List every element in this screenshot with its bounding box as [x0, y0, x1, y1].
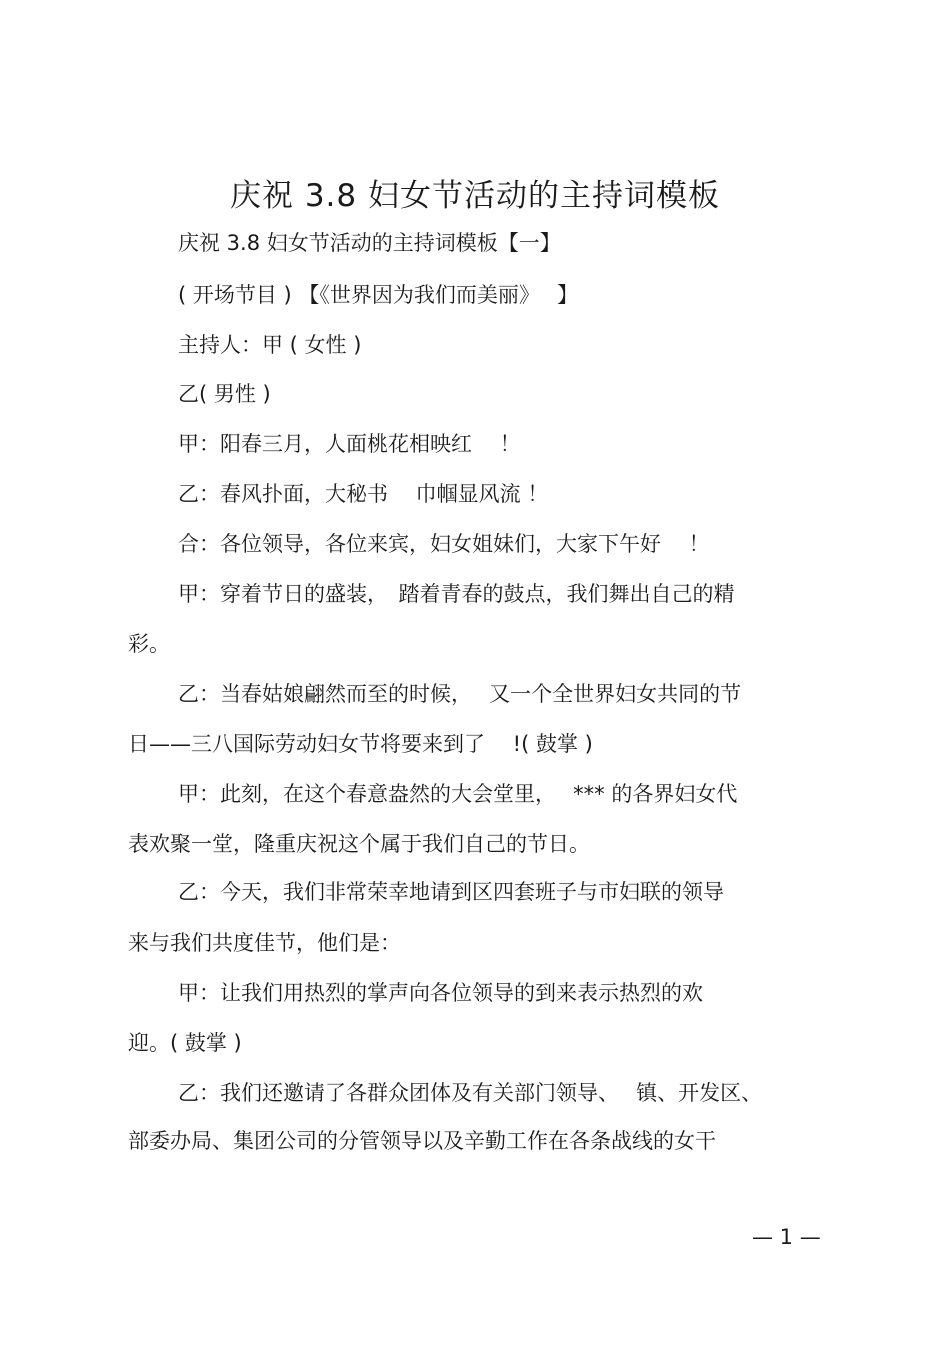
page-number: — 1 —	[752, 1225, 821, 1249]
paragraph-line: 来与我们共度佳节，他们是：	[128, 931, 401, 955]
paragraph-line: 乙：今天，我们非常荣幸地请到区四套班子与市妇联的领导	[178, 880, 724, 904]
section-heading: 庆祝 3.8 妇女节活动的主持词模板【一】	[178, 231, 561, 255]
paragraph-line: ( 开场节目 ) 【《世界因为我们而美丽》 】	[178, 283, 579, 307]
paragraph-line: 乙( 男性 )	[178, 382, 271, 406]
paragraph-line: 甲：阳春三月，人面桃花相映红 ！	[178, 432, 521, 456]
paragraph-line: 甲：让我们用热烈的掌声向各位领导的到来表示热烈的欢	[178, 981, 703, 1005]
paragraph-line: 部委办局、集团公司的分管领导以及辛勤工作在各条战线的女干	[128, 1129, 716, 1153]
paragraph-line: 主持人：甲 ( 女性 )	[178, 333, 362, 357]
paragraph-line: 乙：我们还邀请了各群众团体及有关部门领导、 镇、开发区、	[178, 1081, 763, 1105]
paragraph-line: 合：各位领导，各位来宾，妇女姐妹们，大家下午好 ！	[178, 532, 710, 556]
paragraph-line: 甲：穿着节日的盛装， 踏着青春的鼓点，我们舞出自己的精	[178, 582, 735, 606]
paragraph-line: 甲：此刻，在这个春意盎然的大会堂里， *** 的各界妇女代	[178, 782, 738, 806]
document-title: 庆祝 3.8 妇女节活动的主持词模板	[229, 178, 720, 214]
paragraph-line: 彩。	[128, 632, 170, 656]
paragraph-line: 乙：当春姑娘翩然而至的时候， 又一个全世界妇女共同的节	[178, 682, 742, 706]
paragraph-line: 迎。( 鼓掌 )	[128, 1031, 242, 1055]
paragraph-line: 乙：春风扑面，大秘书 巾帼显风流 ！	[178, 482, 549, 506]
paragraph-line: 日——三八国际劳动妇女节将要来到了 !( 鼓掌 )	[128, 732, 593, 756]
paragraph-line: 表欢聚一堂，隆重庆祝这个属于我们自己的节日。	[128, 832, 590, 856]
